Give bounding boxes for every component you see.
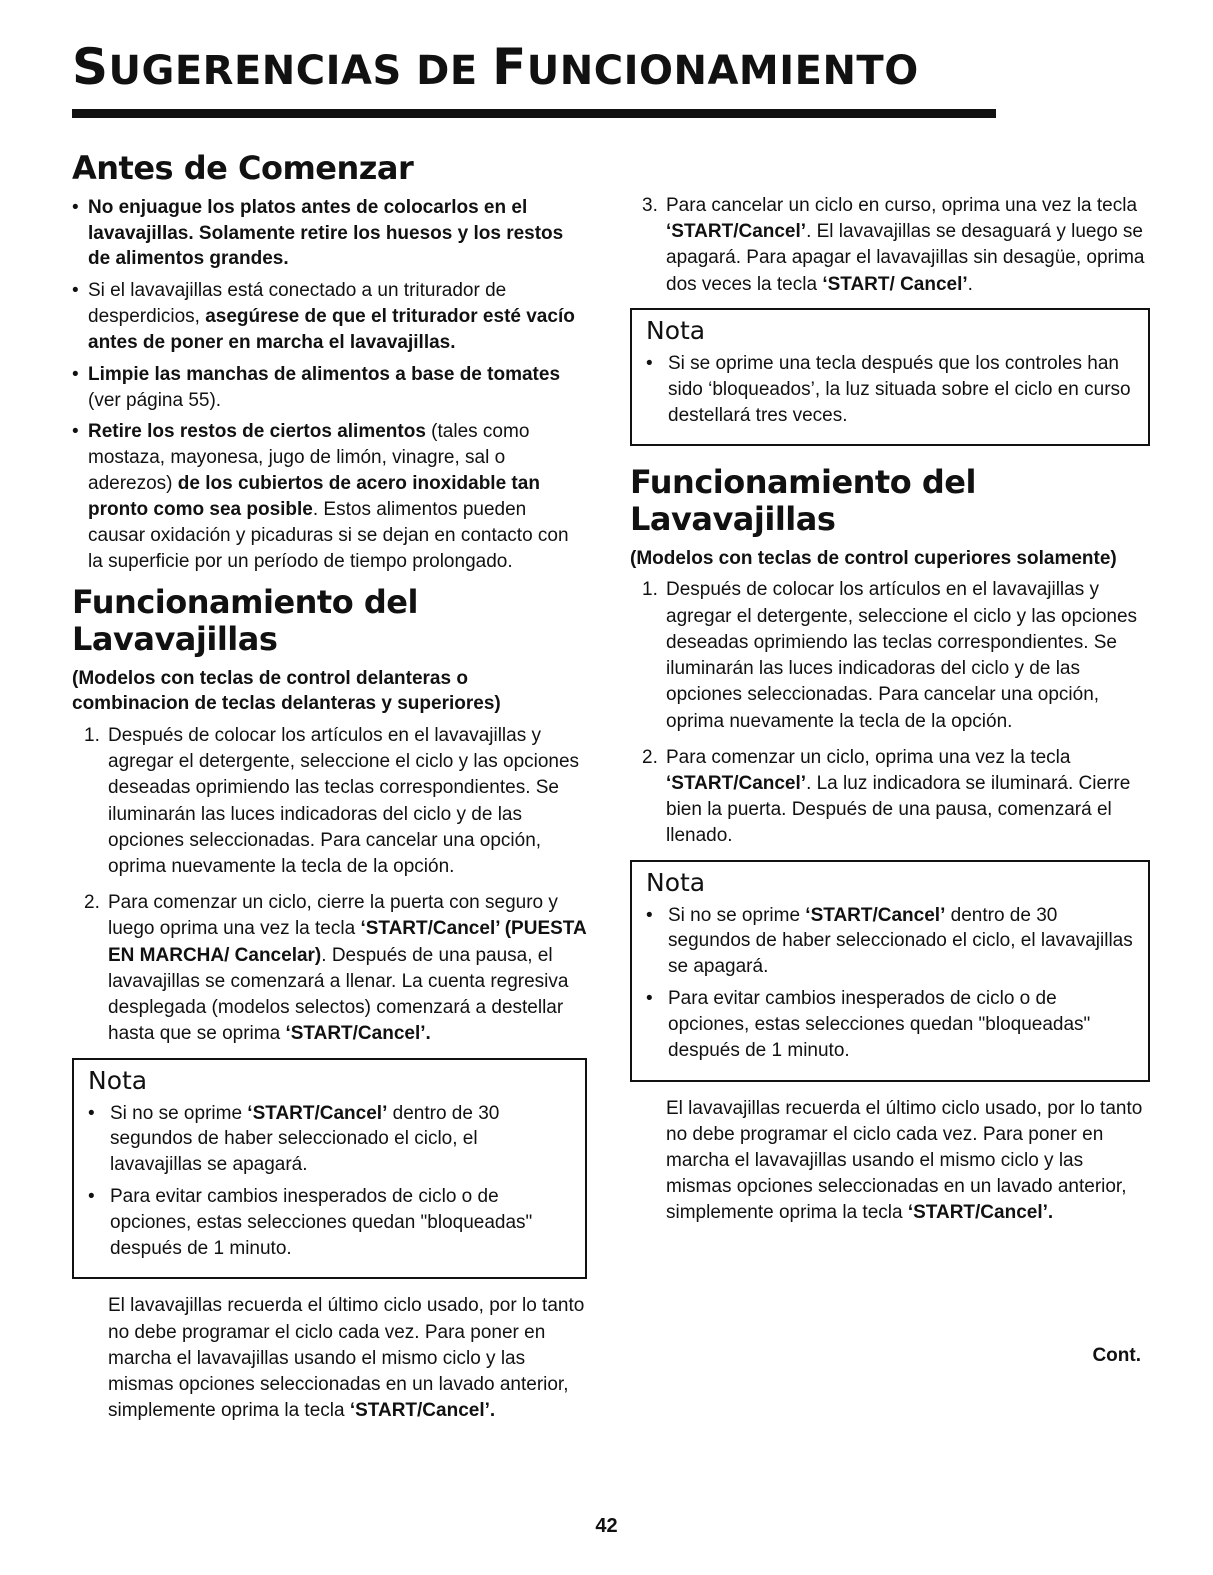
step-item: 1. Después de colocar los artículos en el lavavajillas y agregar el detergente, seleccione el ciclo y las opciones deseadas oprimiendo las teclas correspondientes. Se iluminarán las luces indicadoras del ciclo y de las opciones seleccionadas. Para cancelar una opción, oprima nuevamente la tecla de la opción.: [84, 724, 580, 877]
steps-list: [630, 193, 1150, 298]
step-item: 2. Para comenzar un ciclo, cierre la puerta con seguro y luego oprima una vez la tecla ‘START/Cancel’ (PUESTA EN MARCHA/ Cancelar). Después de una pausa, el lavavajillas se comenzará a llenar. La cuenta regresiva desplegada (modelos selectos) comenzará a destellar hasta que se oprima ‘START/Cancel’.: [84, 892, 587, 1045]
nota-item: • Si no se oprime ‘START/Cancel’ dentro de 30 segundos de haber seleccionado el ciclo, el lavavajillas se apagará.: [88, 1101, 571, 1178]
step-item: 3. Para cancelar un ciclo en curso, oprima una vez la tecla ‘START/Cancel’. El lavavajillas se desaguará y luego se apagará. Para apagar el lavavajillas sin desagüe, oprima dos veces la tecla ‘START/ Cancel’.: [642, 195, 1145, 295]
nota-list: [646, 903, 1134, 1064]
continued-label: Cont.: [1092, 1345, 1141, 1366]
nota-box: [630, 308, 1150, 446]
section-heading-funcionamiento: Funcionamiento del Lavavajillas: [630, 463, 976, 539]
nota-list: [646, 351, 1134, 428]
section-subheading: (Modelos con teclas de control delanteras o combinacion de teclas delanteras y superiores): [72, 667, 501, 715]
memory-paragraph: El lavavajillas recuerda el último ciclo usado, por lo tanto no debe programar el ciclo cada vez. Para poner en marcha el lavavajillas usando el mismo ciclo y las mismas opciones seleccionadas en un lavado anterior, simplemente oprima la tecla ‘START/Cancel’.: [666, 1097, 1143, 1224]
page-title: SUGERENCIAS DE FUNCIONAMIENTO: [72, 38, 919, 96]
section-heading-funcionamiento: Funcionamiento del Lavavajillas: [72, 583, 418, 659]
nota-box: [630, 860, 1150, 1082]
left-column: [72, 150, 587, 1425]
nota-item: • Si se oprime una tecla después que los controles han sido ‘bloqueados’, la luz situada sobre el ciclo en curso destellará tres veces.: [646, 351, 1134, 428]
nota-item: • Para evitar cambios inesperados de ciclo o de opciones, estas selecciones quedan "bloqueadas" después de 1 minuto.: [646, 986, 1134, 1063]
memory-paragraph: El lavavajillas recuerda el último ciclo usado, por lo tanto no debe programar el ciclo cada vez. Para poner en marcha el lavavajillas usando el mismo ciclo y las mismas opciones seleccionadas en un lavado anterior, simplemente oprima la tecla ‘START/Cancel’.: [108, 1295, 585, 1422]
step-item: 2. Para comenzar un ciclo, oprima una vez la tecla ‘START/Cancel’. La luz indicadora se iluminará. Cierre bien la puerta. Después de una pausa, comenzará el llenado.: [642, 746, 1131, 847]
antes-item: • Retire los restos de ciertos alimentos (tales como mostaza, mayonesa, jugo de limón, vinagre, sal o aderezos) de los cubiertos de acero inoxidable tan pronto como sea posible. Estos alimentos pueden causar oxidación y picaduras si se dejan en contacto con la superficie por un período de tiempo prolongado.: [72, 419, 587, 574]
steps-list: [72, 723, 587, 1048]
nota-item: • Para evitar cambios inesperados de ciclo o de opciones, estas selecciones quedan "bloqueadas" después de 1 minuto.: [88, 1184, 571, 1261]
step-item: 1. Después de colocar los artículos en el lavavajillas y agregar el detergente, seleccione el ciclo y las opciones deseadas oprimiendo las teclas correspondientes. Se iluminarán las luces indicadoras del ciclo y de las opciones seleccionadas. Para cancelar una opción, oprima nuevamente la tecla de la opción.: [642, 579, 1138, 732]
antes-list: [72, 195, 587, 575]
nota-heading: Nota: [646, 315, 706, 345]
antes-item: • No enjuague los platos antes de colocarlos en el lavavajillas. Solamente retire los huesos y los restos de alimentos grandes.: [72, 195, 587, 272]
section-subheading: (Modelos con teclas de control cuperiores solamente): [630, 547, 1117, 569]
page-number: 42: [595, 1515, 618, 1537]
section-heading-antes: Antes de Comenzar: [72, 149, 414, 187]
nota-list: [88, 1101, 571, 1262]
antes-item: • Si el lavavajillas está conectado a un triturador de desperdicios, asegúrese de que el triturador esté vacío antes de poner en marcha el lavavajillas.: [72, 278, 587, 355]
title-rule: [72, 109, 996, 118]
antes-item: • Limpie las manchas de alimentos a base de tomates (ver página 55).: [72, 362, 587, 414]
right-column: [630, 193, 1150, 1227]
nota-heading: Nota: [88, 1065, 148, 1095]
steps-list: [630, 577, 1150, 849]
nota-heading: Nota: [646, 867, 706, 897]
nota-box: [72, 1058, 587, 1280]
nota-item: • Si no se oprime ‘START/Cancel’ dentro de 30 segundos de haber seleccionado el ciclo, el lavavajillas se apagará.: [646, 903, 1134, 980]
